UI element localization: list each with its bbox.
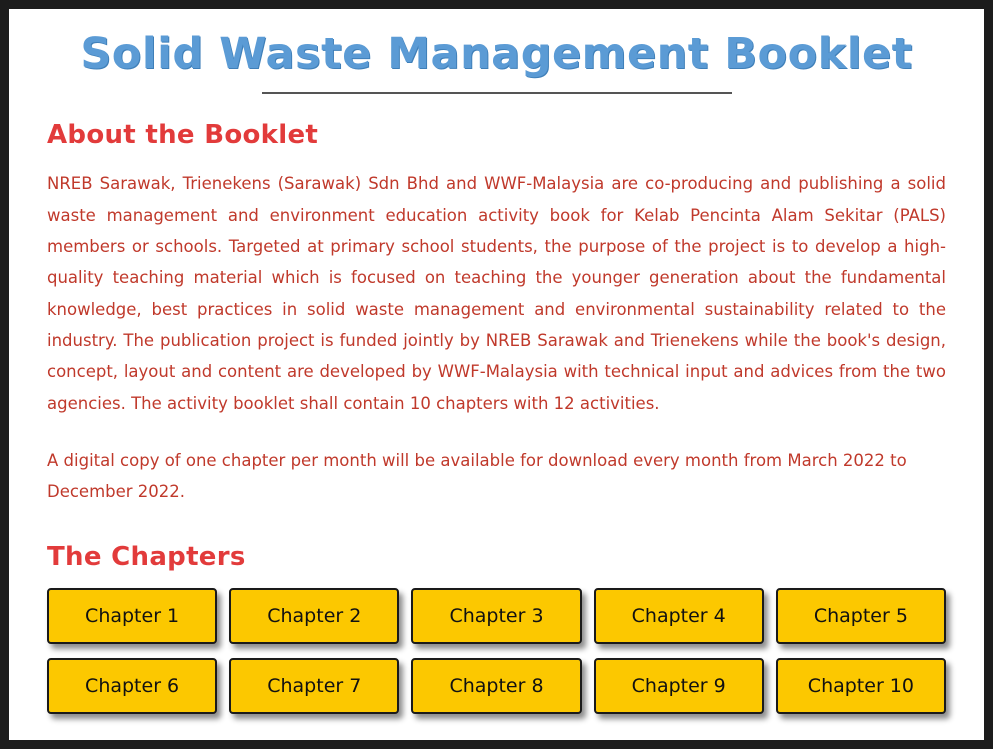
title-divider — [262, 92, 732, 94]
document-content — [9, 120, 984, 713]
document-page — [9, 9, 984, 740]
chapter-button-9[interactable]: Chapter 9 — [594, 658, 764, 714]
chapters-heading: The Chapters — [47, 541, 246, 572]
page-title: Solid Waste Management Booklet — [80, 29, 913, 79]
about-paragraph-2: A digital copy of one chapter per month will be available for download every month from March 2022 to December 2022. — [47, 451, 907, 502]
about-heading: About the Booklet — [47, 120, 319, 151]
chapter-button-2[interactable]: Chapter 2 — [229, 588, 399, 644]
about-paragraph-1: NREB Sarawak, Trienekens (Sarawak) Sdn Bhd and WWF-Malaysia are co-producing and publishing a solid waste management and environment education activity book for Kelab Pencinta Alam Sekitar (PALS) members or schools. Targeted at primary school students, the purpose of the project is to develop a high-quality teaching material which is focused on teaching the younger generation about the fundamental knowledge, best practices in solid waste management and environmental sustainability related to the industry. The publication project is funded jointly by NREB Sarawak and Trienekens while the book's design, concept, layout and content are developed by WWF-Malaysia with technical input and advices from the two agencies. The activity booklet shall contain 10 chapters with 12 activities. — [47, 174, 946, 413]
chapter-button-3[interactable]: Chapter 3 — [411, 588, 581, 644]
chapter-button-8[interactable]: Chapter 8 — [411, 658, 581, 714]
chapter-button-1[interactable]: Chapter 1 — [47, 588, 217, 644]
chapter-button-10[interactable]: Chapter 10 — [776, 658, 946, 714]
chapter-button-6[interactable]: Chapter 6 — [47, 658, 217, 714]
chapter-button-4[interactable]: Chapter 4 — [594, 588, 764, 644]
chapter-button-7[interactable]: Chapter 7 — [229, 658, 399, 714]
chapter-button-5[interactable]: Chapter 5 — [776, 588, 946, 644]
chapter-button-grid — [47, 588, 946, 714]
